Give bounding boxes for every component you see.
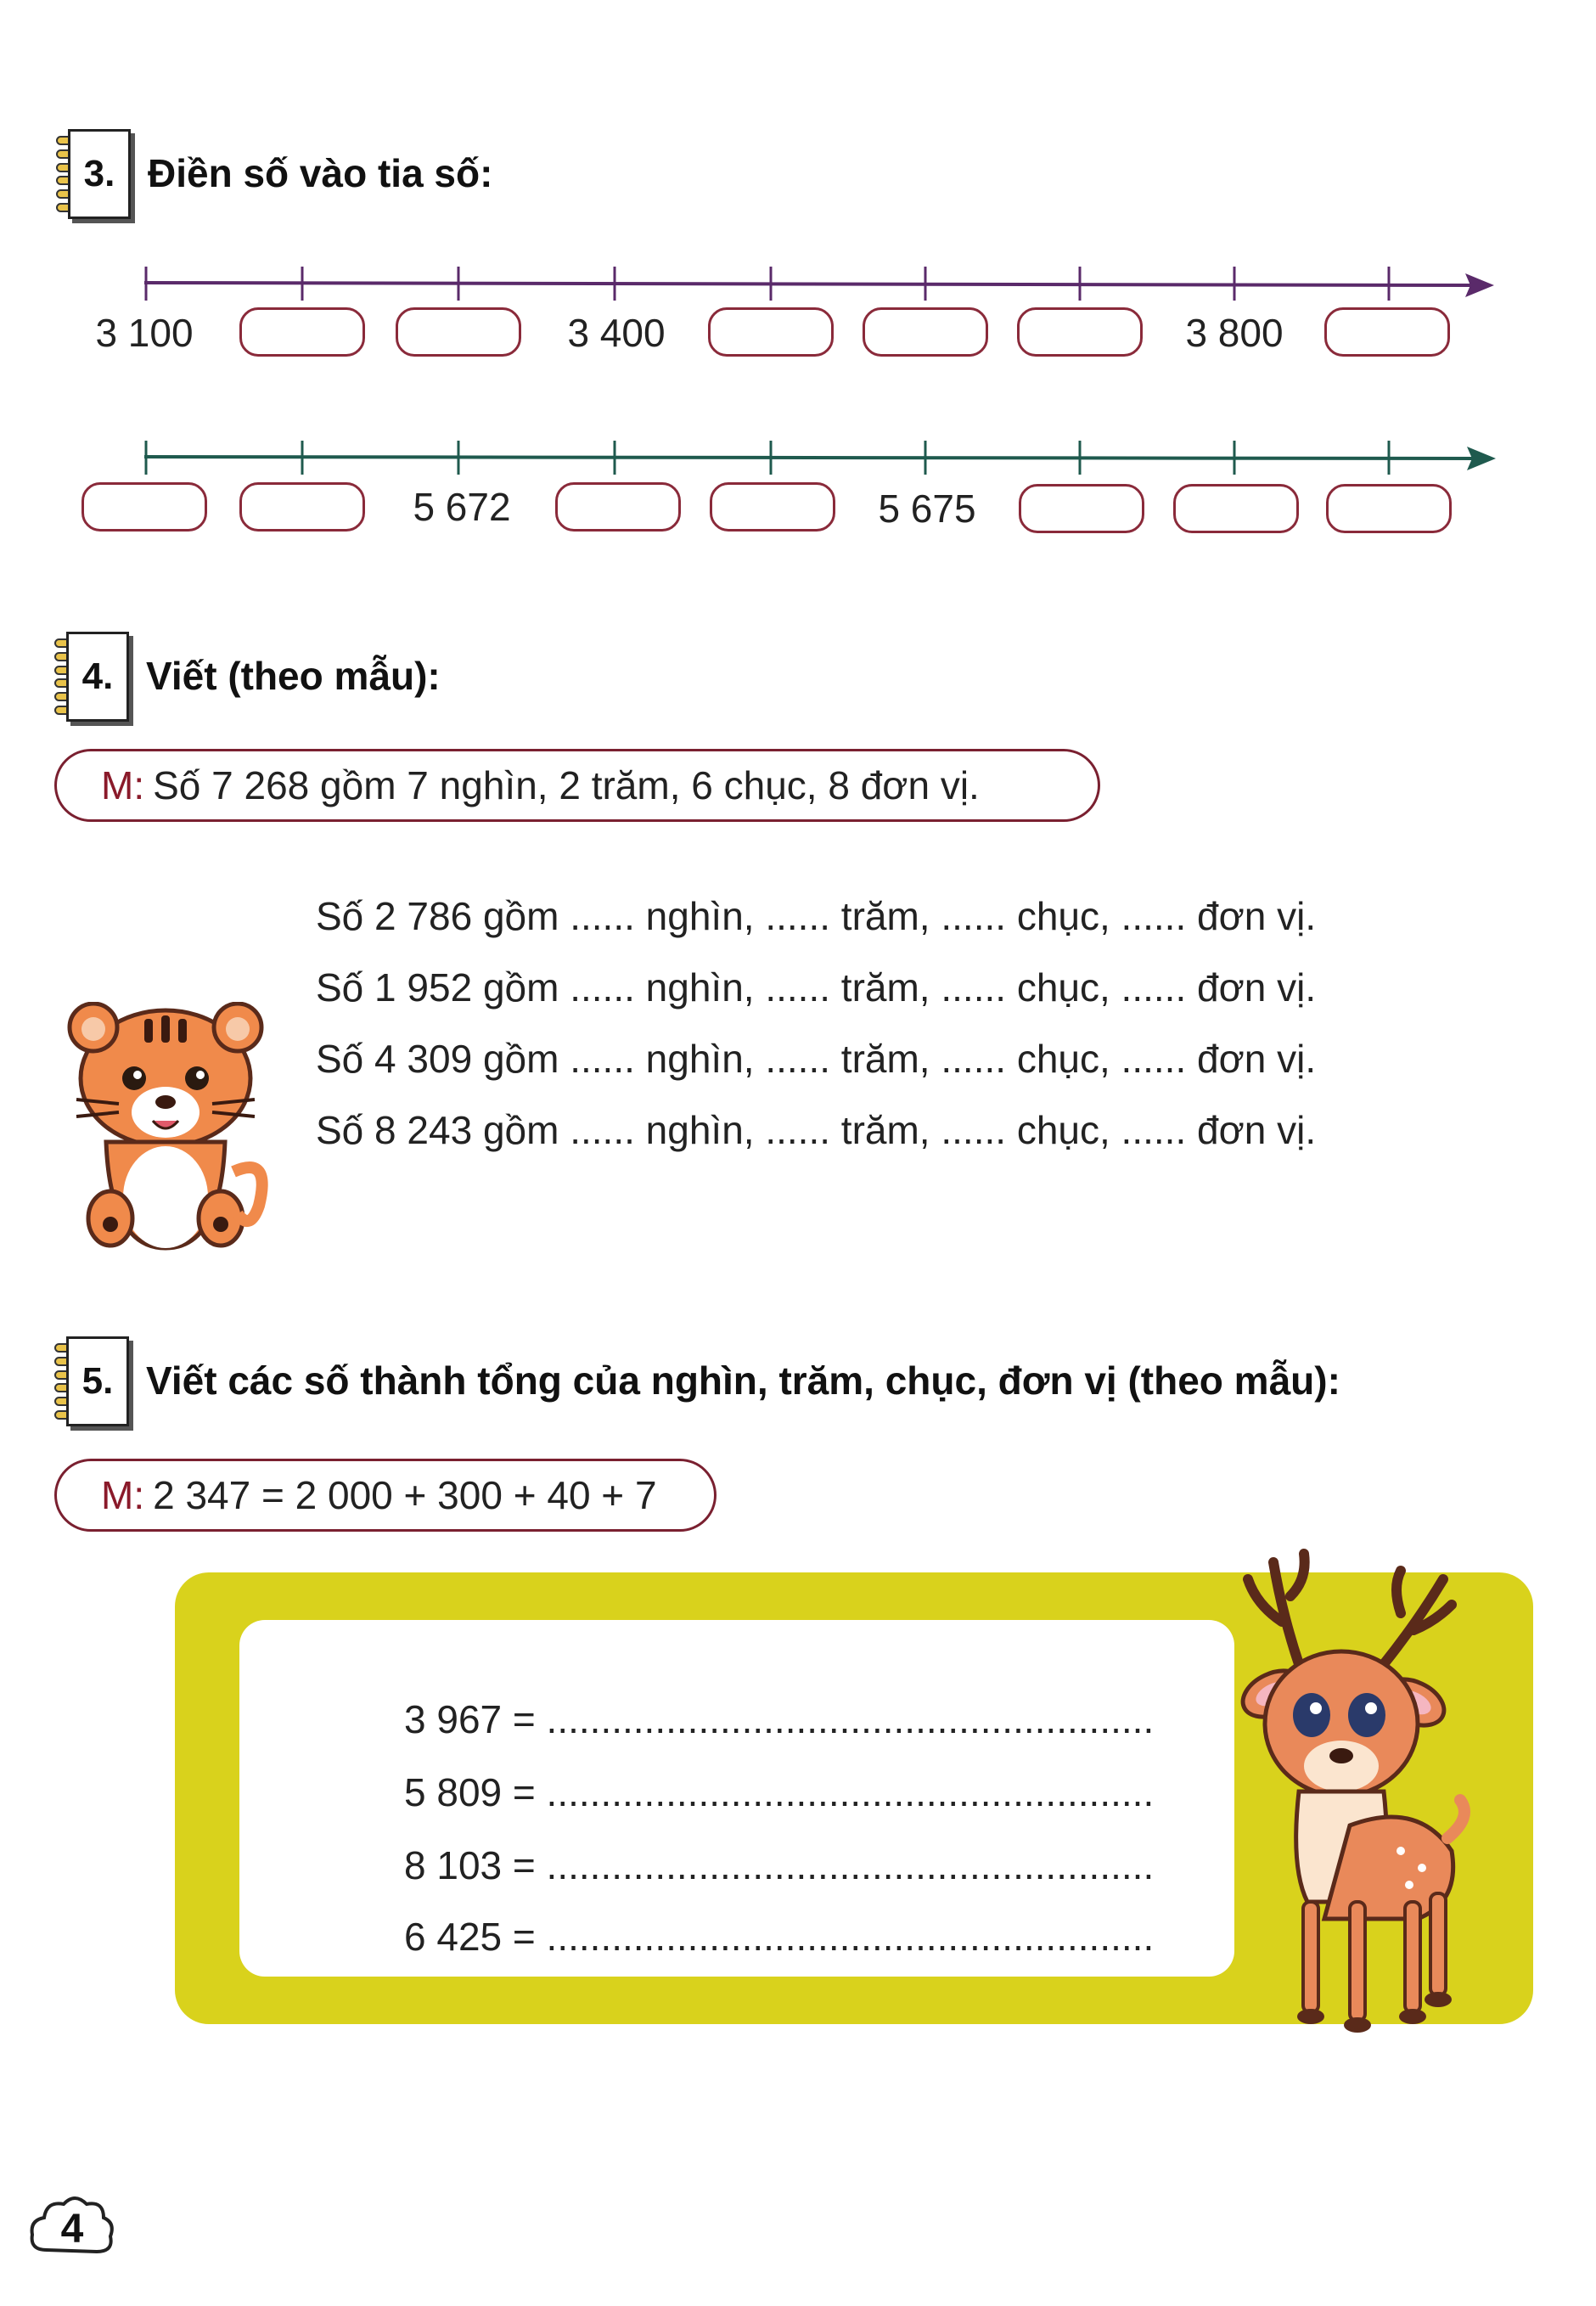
answer-box[interactable] — [1326, 484, 1452, 533]
tiger-illustration — [59, 1002, 272, 1257]
exercise-4-row: Số 4 309 gồm ...... nghìn, ...... trăm, ...... chục, ...... đơn vị. — [316, 1037, 1317, 1081]
exercise-title: Viết các số thành tổng của nghìn, trăm, chục, đơn vị (theo mẫu): — [146, 1358, 1340, 1403]
answer-box[interactable] — [708, 307, 834, 357]
number-label: 3 100 — [95, 311, 194, 355]
exercise-5-header — [49, 1335, 1340, 1426]
answer-box[interactable] — [396, 307, 521, 357]
answer-box[interactable] — [863, 307, 988, 357]
answer-box[interactable] — [1019, 484, 1144, 533]
deer-illustration — [1222, 1545, 1477, 2046]
model-example — [54, 749, 1100, 822]
number-label: 5 675 — [878, 487, 976, 531]
number-label: 5 672 — [413, 485, 511, 529]
exercise-4-row: Số 2 786 gồm ...... nghìn, ...... trăm, ...... chục, ...... đơn vị. — [316, 894, 1317, 938]
number-line-axis — [144, 457, 1477, 458]
answer-box[interactable] — [710, 482, 835, 532]
model-prefix: M: — [101, 1473, 145, 1517]
exercise-4-row: Số 8 243 gồm ...... nghìn, ...... trăm, ...... chục, ...... đơn vị. — [316, 1108, 1317, 1152]
exercise-number: 5. — [66, 1336, 129, 1426]
answer-box[interactable] — [555, 482, 681, 532]
number-line-axis — [144, 283, 1477, 285]
exercise-4-badge — [49, 630, 131, 722]
exercise-4-header — [49, 630, 441, 722]
answer-card — [239, 1620, 1234, 1977]
page-number — [25, 2191, 119, 2267]
model-prefix: M: — [101, 763, 145, 807]
answer-box[interactable] — [239, 482, 365, 532]
exercise-title: Viết (theo mẫu): — [146, 654, 441, 698]
model-text: Số 7 268 gồm 7 nghìn, 2 trăm, 6 chục, 8 đơn vị. — [153, 763, 980, 807]
page-number-text: 4 — [60, 2206, 84, 2252]
exercise-number: 3. — [68, 129, 131, 219]
exercise-5-row[interactable]: 6 425 = ........................................................ — [404, 1915, 1155, 1959]
answer-box[interactable] — [1017, 307, 1143, 357]
model-example — [54, 1459, 717, 1532]
answer-box[interactable] — [81, 482, 207, 532]
answer-box[interactable] — [1173, 484, 1299, 533]
answer-box[interactable] — [1324, 307, 1450, 357]
exercise-5-badge — [49, 1335, 131, 1426]
exercise-5-row[interactable]: 3 967 = ........................................................ — [404, 1697, 1155, 1741]
model-text: 2 347 = 2 000 + 300 + 40 + 7 — [153, 1473, 657, 1517]
exercise-number: 4. — [66, 632, 129, 722]
exercise-4-row: Số 1 952 gồm ...... nghìn, ...... trăm, ...... chục, ...... đơn vị. — [316, 965, 1317, 1010]
exercise-5-row[interactable]: 8 103 = ........................................................ — [404, 1843, 1155, 1887]
exercise-5-row[interactable]: 5 809 = ........................................................ — [404, 1770, 1155, 1814]
exercise-title: Điền số vào tia số: — [148, 151, 493, 195]
answer-box[interactable] — [239, 307, 365, 357]
number-label: 3 800 — [1185, 311, 1284, 355]
number-label: 3 400 — [567, 311, 666, 355]
